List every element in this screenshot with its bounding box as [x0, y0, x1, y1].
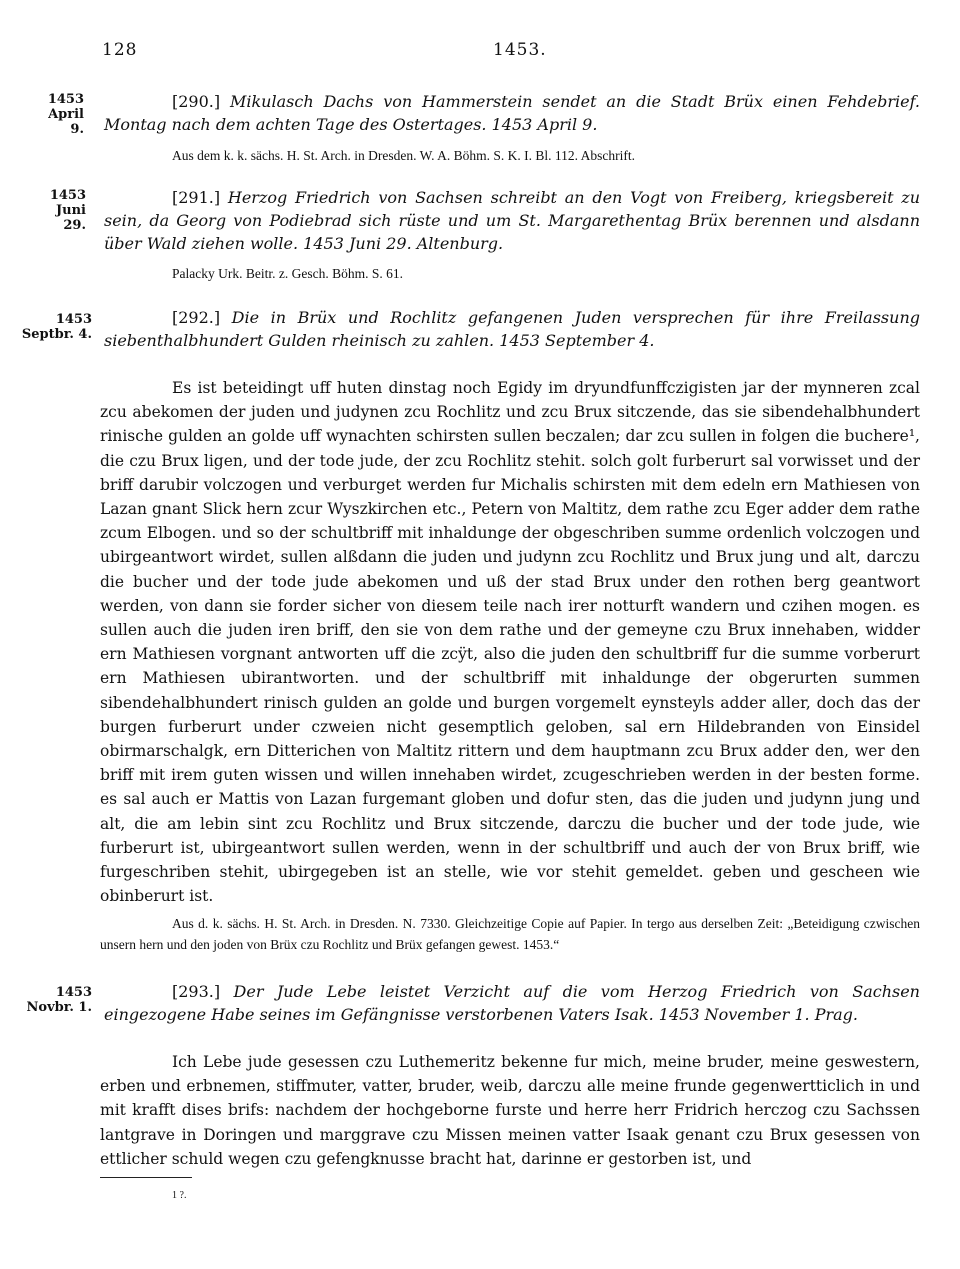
margin-date-293: [22, 985, 92, 1015]
entry-number: [290.]: [172, 92, 221, 111]
margin-day: Juni 29.: [56, 203, 86, 233]
entry-number: [293.]: [172, 982, 221, 1001]
margin-year: 1453: [55, 985, 92, 1000]
entry-number: [291.]: [172, 188, 221, 207]
document-text-292: Es ist beteidingt uff huten dinstag noch Egidy im dryundfunffczigisten jar der mynneren zcal zcu abekomen der juden und judynen zcu Rochlitz und zcu Brux sitczende, das sie sibendehalbhundert rinische gulden an golde uff wynachten schirsten sullen beczalen; dar zcu sullen in folgen die buchere¹, die czu Brux ligen, und der tode jude, der zcu Rochlitz stehit. solch golt furberurt sal vorwisset und der briff darubir volczogen und verburget werden fur Michalis schirsten mit dem edeln ern Mathiesen von Lazan gnant Slick hern zcur Wyszkirchen etc., Petern von Maltitz, dem rathe zcu Eger adder dem rathe zcum Elbogen. und so der schultbriff mit inhaldunge der obgeschriben summe ordenlich volczogen und ubirgeantwort wirdet, sullen alßdann die juden und judynn zcu Rochlitz und Brux jung und alt, darczu die bucher und der tode jude abekomen und uß der stad Brux under den rothen berg geantwort werden, von dann sie forder sicher von diesem teile nach irer notturft wandern und czihen mogen. es sullen auch die juden iren briff, den sie von dem rathe und der gemeyne czu Brux innehaben, widder ern Mathiesen vorgnant antworten uff die zcÿt, also die juden den schultbriff fur die summe vorberurt ern Mathiesen ubirantworten. und der schultbriff mit inhaldunge der obgerurten summen sibendehalbhundert rinisch gulden an golde und burgen vorgemelt eynsteyls adder aller, doch das der burgen furberurt under czweien nicht gesemptlich geloben, sal ern Hildebranden von Einsidel obirmarschalgk, ern Ditterichen von Maltitz rittern und dem hauptmann zcu Brux adder den, wer den briff mit irem guten wissen und willen innehaben wirdet, zcugeschrieben werden in der besten forme. es sal auch er Mattis von Lazan furgemant globen und dofur sten, das die juden und judynn jung und alt, die am lebin sint zcu Rochlitz und Brux sitczende, darczu die bucher und der tode jude, wie furberurt ist, ubirgeantwort sullen werden, wenn in der schultbriff und auch der von Brux briff, wie furgeschriben stehit, ubirgegeben ist an stelle, wie vor stehit gemeldet. geben und gescheen wie obinberurt ist.: [100, 379, 920, 906]
footnote: 1 ?.: [172, 1190, 187, 1201]
margin-day: Septbr. 4.: [21, 327, 92, 342]
margin-year: 1453: [49, 188, 86, 203]
regest-text: Der Jude Lebe leistet Verzicht auf die vom Herzog Friedrich von Sachsen eingezogene Habe seines im Gefängnisse verstorbenen Vaters Isak. 1453 November 1. Prag.: [104, 982, 920, 1024]
margin-day: Novbr. 1.: [26, 1000, 92, 1015]
margin-year: 1453: [47, 92, 84, 107]
margin-year: 1453: [55, 312, 92, 327]
running-head-year: 1453.: [493, 40, 547, 60]
source-note-292: Aus d. k. sächs. H. St. Arch. in Dresden. N. 7330. Gleichzeitige Copie auf Papier. In tergo aus derselben Zeit: „Beteidigung czwischen unsern hern und den joden von Brüx czu Rochlitz und Brüx gefangen gewest. 1453.“: [100, 916, 920, 952]
document-text-293: Ich Lebe jude gesessen czu Luthemeritz bekenne fur mich, meine bruder, meine geswestern, erben und erbnemen, stiffmuter, vatter, bruder, weib, darczu alle meine frunde gegenwertticlich in und mit krafft dises brifs: nachdem der hochgeborne furste und herre herr Fridrich herczog czu Sachssen lantgrave in Doringen und marggrave czu Missen meinen vatter Isaak genant czu Brux gesessen von ettlicher schuld wegen czu gefengknusse bracht hat, darinne er gestorben ist, und: [100, 1053, 920, 1168]
margin-date-290: [34, 92, 84, 137]
regest-293: [104, 980, 920, 1026]
source-note-291: Palacky Urk. Beitr. z. Gesch. Böhm. S. 61.: [172, 266, 403, 281]
regest-292: [104, 306, 920, 352]
regest-290: [104, 90, 920, 136]
regest-text: Herzog Friedrich von Sachsen schreibt an den Vogt von Freiberg, kriegsbereit zu sein, da Georg von Podiebrad sich rüste und um St. Margarethentag Brüx berennen und alsdann über Wald ziehen wolle. 1453 Juni 29. Altenburg.: [104, 188, 921, 253]
margin-day: April 9.: [48, 107, 84, 137]
footnote-rule: [100, 1177, 192, 1178]
regest-291: [104, 186, 920, 255]
entry-number: [292.]: [172, 308, 221, 327]
regest-text: Mikulasch Dachs von Hammerstein sendet an die Stadt Brüx einen Fehdebrief. Montag nach dem achten Tage des Ostertages. 1453 April 9.: [104, 92, 921, 134]
source-note-290: Aus dem k. k. sächs. H. St. Arch. in Dresden. W. A. Böhm. S. K. I. Bl. 112. Abschrift.: [172, 148, 635, 163]
page-number: 128: [102, 40, 138, 60]
margin-date-292: [20, 312, 92, 342]
regest-text: Die in Brüx und Rochlitz gefangenen Juden versprechen für ihre Freilassung siebenthalbhundert Gulden rheinisch zu zahlen. 1453 September 4.: [104, 308, 920, 350]
margin-date-291: [34, 188, 86, 233]
